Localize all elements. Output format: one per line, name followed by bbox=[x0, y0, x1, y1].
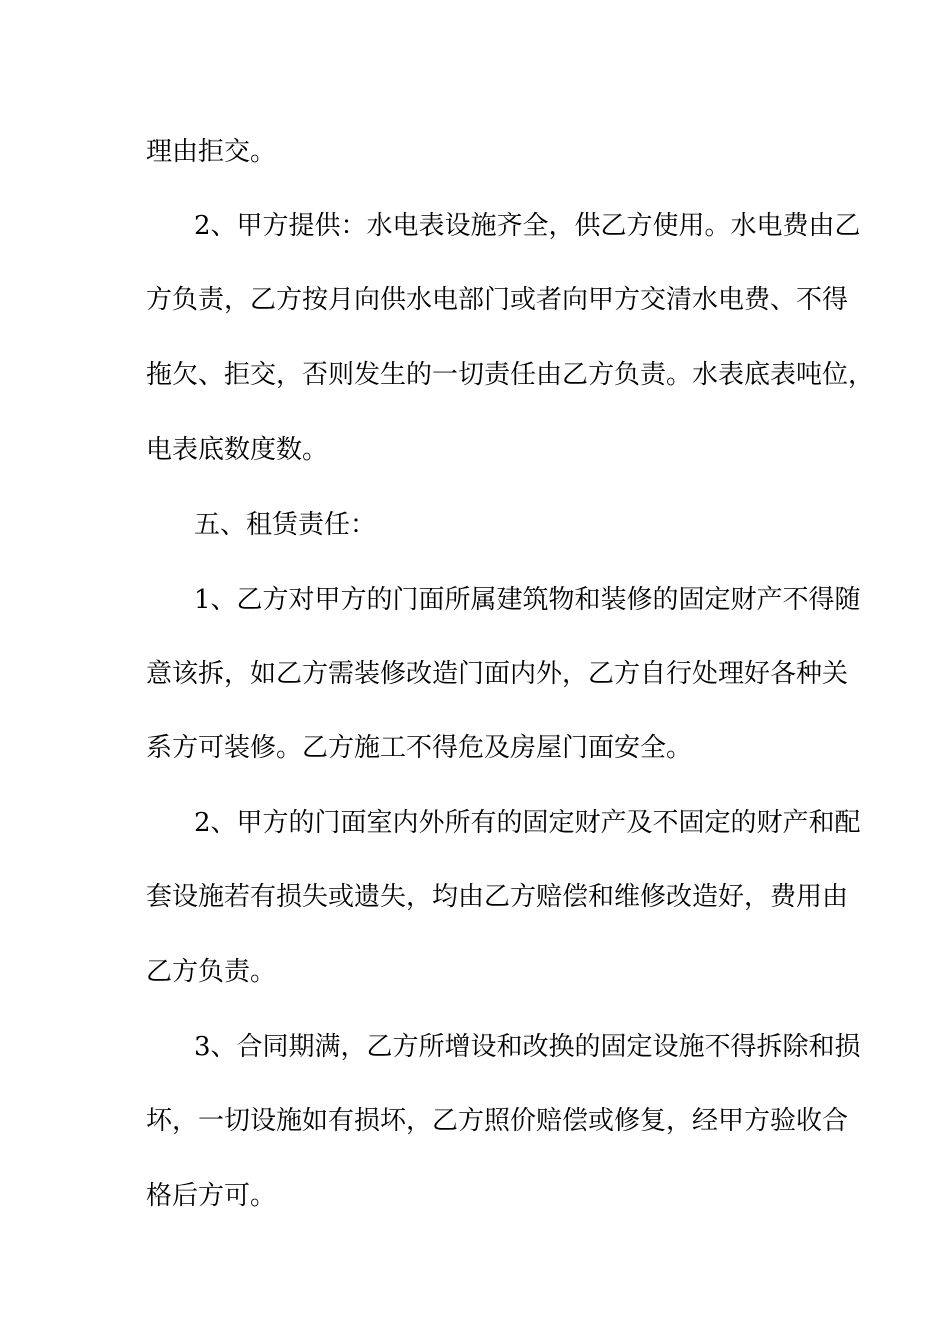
text-line-2: 2、甲方提供：水电表设施齐全，供乙方使用。水电费由乙 bbox=[194, 211, 861, 241]
text-line-11: 套设施若有损失或遗失，均由乙方赔偿和维修改造好，费用由 bbox=[146, 882, 849, 912]
text-line-8: 意该拆，如乙方需装修改造门面内外，乙方自行处理好各种关 bbox=[146, 659, 849, 689]
text-line-9: 系方可装修。乙方施工不得危及房屋门面安全。 bbox=[146, 733, 693, 763]
text-line-15: 格后方可。 bbox=[146, 1181, 277, 1211]
text-line-14: 坏，一切设施如有损坏，乙方照价赔偿或修复，经甲方验收合 bbox=[146, 1106, 849, 1136]
text-line-7: 1、乙方对甲方的门面所属建筑物和装修的固定财产不得随 bbox=[194, 585, 861, 615]
section-heading: 五、租赁责任： bbox=[194, 510, 377, 540]
text-line-5: 电表底数度数。 bbox=[146, 435, 329, 465]
text-line-10: 2、甲方的门面室内外所有的固定财产及不固定的财产和配 bbox=[194, 808, 861, 838]
text-line-3: 方负责，乙方按月向供水电部门或者向甲方交清水电费、不得 bbox=[146, 285, 849, 315]
text-line-4: 拖欠、拒交，否则发生的一切责任由乙方负责。水表底表吨位， bbox=[146, 360, 875, 390]
text-line-1: 理由拒交。 bbox=[146, 137, 277, 167]
text-line-12: 乙方负责。 bbox=[146, 957, 277, 987]
text-line-13: 3、合同期满，乙方所增设和改换的固定设施不得拆除和损 bbox=[194, 1032, 861, 1062]
